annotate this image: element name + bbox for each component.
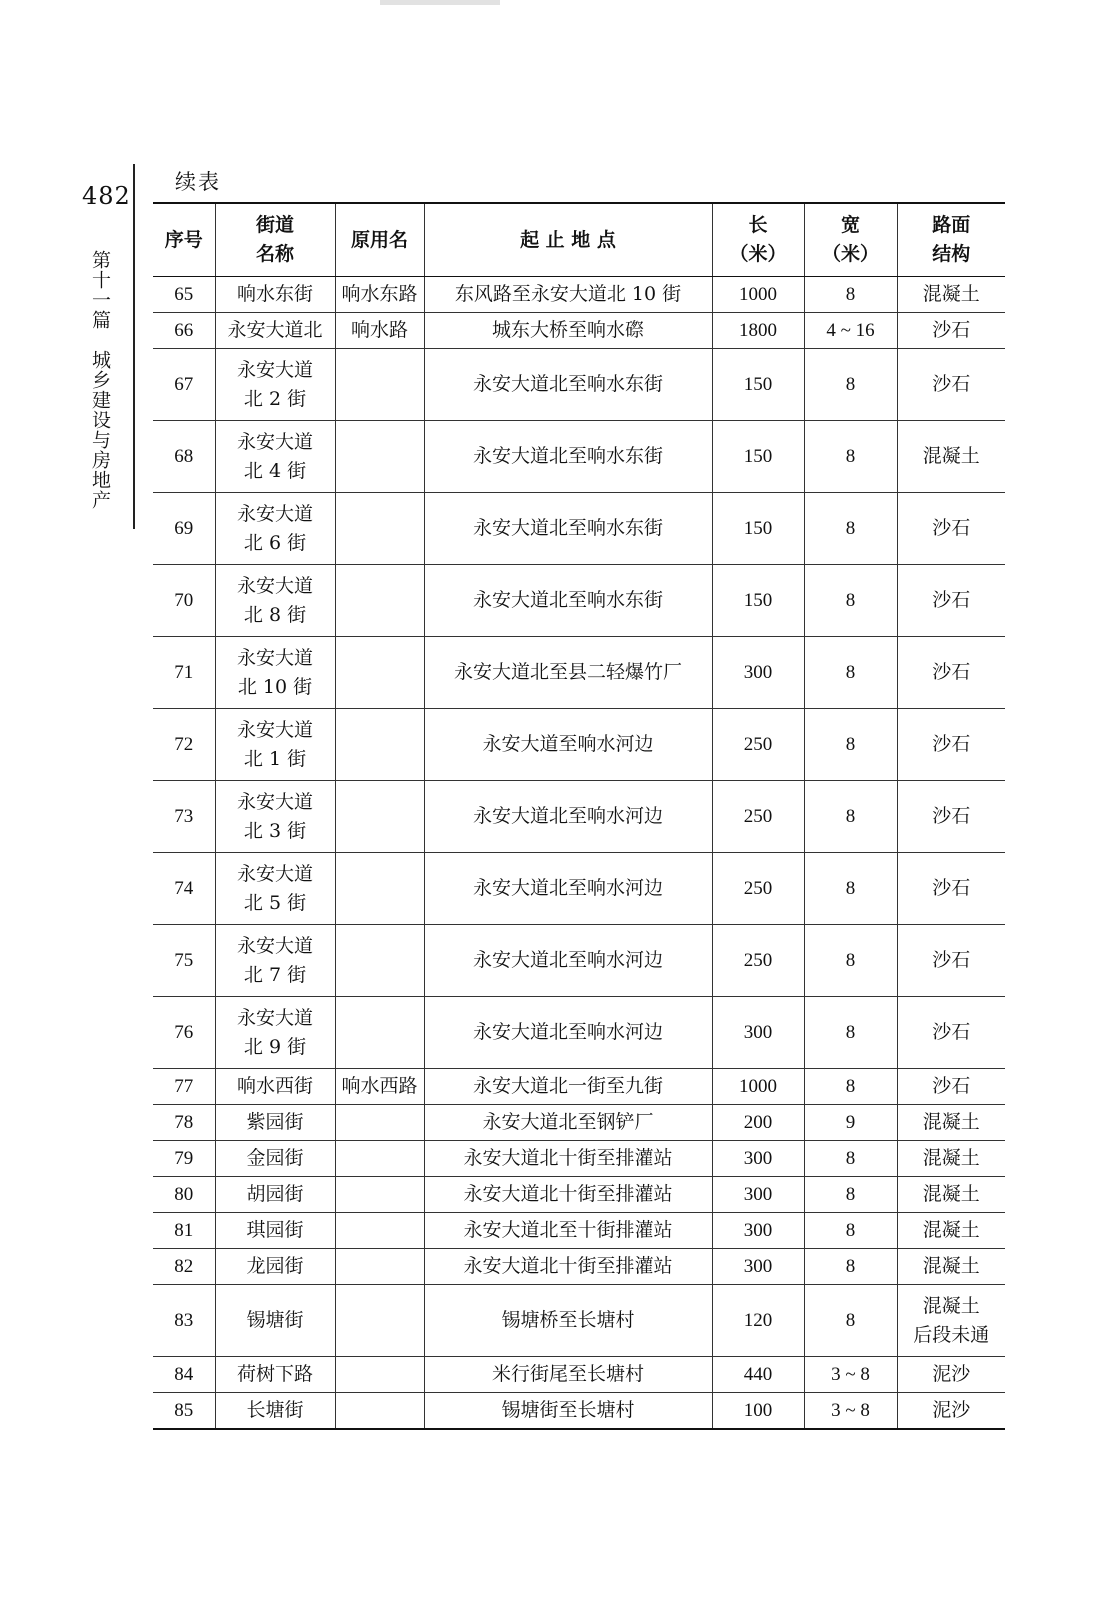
cell-route: 永安大道北至响水河边 — [424, 853, 712, 925]
cell-name — [215, 1069, 335, 1105]
cell-name — [215, 1285, 335, 1357]
cell-name-line: 永安大道 — [236, 862, 313, 885]
cell-name — [215, 565, 335, 637]
cell-old-name — [335, 709, 424, 781]
cell-surface-line: 混凝土 — [922, 1219, 980, 1241]
cell-width: 8 — [804, 277, 897, 313]
cell-surface-line: 沙石 — [932, 373, 971, 395]
cell-length: 440 — [712, 1357, 804, 1393]
cell-name-line: 北 3 街 — [243, 819, 307, 842]
cell-name-line: 北 10 街 — [237, 675, 313, 698]
cell-surface-line: 沙石 — [932, 1021, 971, 1043]
cell-name-line: 北 4 街 — [243, 459, 307, 482]
cell-no: 83 — [153, 1285, 215, 1357]
cell-surface — [897, 781, 1005, 853]
cell-surface — [897, 421, 1005, 493]
cell-width: 8 — [804, 781, 897, 853]
cell-name-line: 永安大道 — [236, 502, 313, 525]
table-caption: 续表 — [175, 170, 221, 194]
cell-surface — [897, 853, 1005, 925]
cell-length: 150 — [712, 421, 804, 493]
cell-old-name — [335, 781, 424, 853]
header-length-line2: （米） — [729, 243, 787, 265]
cell-route: 永安大道北至响水河边 — [424, 925, 712, 997]
cell-name-line: 永安大道 — [236, 574, 313, 597]
cell-no: 77 — [153, 1069, 215, 1105]
cell-route: 城东大桥至响水磜 — [424, 313, 712, 349]
cell-width: 3 ~ 8 — [804, 1357, 897, 1393]
cell-width: 8 — [804, 349, 897, 421]
cell-length: 1000 — [712, 1069, 804, 1105]
cell-name-line: 琪园街 — [246, 1219, 304, 1241]
scan-smudge — [380, 0, 500, 5]
table-row — [153, 1393, 1005, 1430]
cell-width: 8 — [804, 853, 897, 925]
cell-no: 76 — [153, 997, 215, 1069]
table-row — [153, 781, 1005, 853]
cell-width: 8 — [804, 1177, 897, 1213]
cell-surface-line: 沙石 — [932, 949, 971, 971]
cell-surface-line: 沙石 — [932, 733, 971, 755]
cell-no: 69 — [153, 493, 215, 565]
cell-surface — [897, 277, 1005, 313]
cell-name — [215, 637, 335, 709]
cell-name — [215, 1177, 335, 1213]
cell-surface — [897, 313, 1005, 349]
cell-name-line: 永安大道北 — [227, 319, 323, 341]
cell-name-line: 永安大道 — [236, 646, 313, 669]
cell-old-name — [335, 1141, 424, 1177]
cell-name-line: 永安大道 — [236, 1006, 313, 1029]
cell-no: 75 — [153, 925, 215, 997]
cell-width: 8 — [804, 1249, 897, 1285]
table-row — [153, 493, 1005, 565]
table-row — [153, 1177, 1005, 1213]
cell-route: 永安大道北至县二轻爆竹厂 — [424, 637, 712, 709]
cell-old-name — [335, 1213, 424, 1249]
cell-route: 永安大道北十街至排灌站 — [424, 1249, 712, 1285]
cell-old-name — [335, 1393, 424, 1430]
cell-length: 300 — [712, 1249, 804, 1285]
cell-surface — [897, 997, 1005, 1069]
cell-name — [215, 997, 335, 1069]
header-name — [215, 203, 335, 277]
cell-name-line: 北 2 街 — [243, 387, 307, 410]
cell-surface — [897, 1249, 1005, 1285]
table-row — [153, 709, 1005, 781]
cell-no: 66 — [153, 313, 215, 349]
cell-old-name — [335, 565, 424, 637]
header-route-text: 起 止 地 点 — [520, 228, 616, 251]
cell-name-line: 响水西街 — [236, 1075, 313, 1097]
cell-surface — [897, 565, 1005, 637]
cell-route: 永安大道北至响水河边 — [424, 997, 712, 1069]
table-row — [153, 853, 1005, 925]
cell-length: 150 — [712, 349, 804, 421]
table-row — [153, 421, 1005, 493]
cell-old-name — [335, 1285, 424, 1357]
header-old-name — [335, 203, 424, 277]
cell-surface — [897, 1213, 1005, 1249]
cell-name-line: 永安大道 — [236, 430, 313, 453]
cell-length: 200 — [712, 1105, 804, 1141]
header-width-line2: （米） — [821, 243, 879, 265]
cell-no: 67 — [153, 349, 215, 421]
table-row — [153, 1141, 1005, 1177]
cell-old-name — [335, 853, 424, 925]
header-route — [424, 203, 712, 277]
cell-route: 永安大道北至响水东街 — [424, 421, 712, 493]
cell-width: 8 — [804, 997, 897, 1069]
cell-name-line: 北 6 街 — [243, 531, 307, 554]
cell-route: 永安大道至响水河边 — [424, 709, 712, 781]
cell-name-line: 北 5 街 — [243, 891, 307, 914]
cell-name-line: 紫园街 — [246, 1111, 304, 1133]
cell-name — [215, 781, 335, 853]
cell-name — [215, 421, 335, 493]
cell-name — [215, 349, 335, 421]
cell-width: 3 ~ 8 — [804, 1393, 897, 1430]
streets-table-container — [153, 202, 1005, 1430]
cell-length: 300 — [712, 1213, 804, 1249]
cell-length: 1000 — [712, 277, 804, 313]
cell-route: 锡塘桥至长塘村 — [424, 1285, 712, 1357]
cell-route: 永安大道北十街至排灌站 — [424, 1177, 712, 1213]
cell-route: 永安大道北至响水东街 — [424, 349, 712, 421]
header-name-line1: 街道 — [255, 214, 294, 236]
cell-surface-line: 混凝土 — [922, 283, 980, 305]
cell-name-line: 龙园街 — [246, 1255, 304, 1277]
cell-surface-line: 沙石 — [932, 589, 971, 611]
cell-surface-line: 沙石 — [932, 319, 971, 341]
cell-surface-line: 泥沙 — [932, 1363, 971, 1385]
header-row — [153, 203, 1005, 277]
cell-route: 锡塘街至长塘村 — [424, 1393, 712, 1430]
table-row — [153, 1285, 1005, 1357]
cell-width: 8 — [804, 565, 897, 637]
cell-no: 80 — [153, 1177, 215, 1213]
cell-route: 东风路至永安大道北 10 街 — [424, 277, 712, 313]
cell-surface-line: 沙石 — [932, 877, 971, 899]
header-surface — [897, 203, 1005, 277]
table-row — [153, 1249, 1005, 1285]
cell-route: 永安大道北至十街排灌站 — [424, 1213, 712, 1249]
table-row — [153, 925, 1005, 997]
cell-old-name: 响水路 — [335, 313, 424, 349]
cell-no: 65 — [153, 277, 215, 313]
cell-surface — [897, 1177, 1005, 1213]
cell-no: 84 — [153, 1357, 215, 1393]
cell-name-line: 永安大道 — [236, 790, 313, 813]
cell-old-name — [335, 1105, 424, 1141]
cell-surface-line: 混凝土 — [922, 1294, 980, 1317]
cell-old-name — [335, 349, 424, 421]
cell-length: 100 — [712, 1393, 804, 1430]
cell-width: 8 — [804, 1141, 897, 1177]
cell-old-name: 响水东路 — [335, 277, 424, 313]
cell-name-line: 长塘街 — [246, 1399, 304, 1421]
cell-no: 78 — [153, 1105, 215, 1141]
header-no-text: 序号 — [164, 228, 203, 251]
cell-surface — [897, 709, 1005, 781]
table-row — [153, 277, 1005, 313]
header-no — [153, 203, 215, 277]
cell-width: 8 — [804, 709, 897, 781]
cell-width: 8 — [804, 493, 897, 565]
cell-no: 85 — [153, 1393, 215, 1430]
header-width — [804, 203, 897, 277]
cell-name-line: 北 1 街 — [243, 747, 307, 770]
cell-no: 71 — [153, 637, 215, 709]
cell-no: 68 — [153, 421, 215, 493]
cell-name-line: 响水东街 — [236, 283, 313, 305]
cell-surface — [897, 1285, 1005, 1357]
cell-name — [215, 1357, 335, 1393]
cell-name — [215, 313, 335, 349]
cell-no: 74 — [153, 853, 215, 925]
table-row — [153, 997, 1005, 1069]
cell-length: 150 — [712, 565, 804, 637]
cell-old-name — [335, 1357, 424, 1393]
cell-name-line: 永安大道 — [236, 934, 313, 957]
table-body — [153, 277, 1005, 1430]
streets-table — [153, 202, 1005, 1430]
cell-name — [215, 709, 335, 781]
table-row — [153, 1069, 1005, 1105]
cell-name-line: 胡园街 — [246, 1183, 304, 1205]
cell-name — [215, 853, 335, 925]
cell-width: 8 — [804, 421, 897, 493]
cell-surface — [897, 1141, 1005, 1177]
header-name-line2: 名称 — [255, 243, 294, 265]
cell-route: 米行街尾至长塘村 — [424, 1357, 712, 1393]
cell-no: 72 — [153, 709, 215, 781]
cell-name-line: 永安大道 — [236, 358, 313, 381]
cell-width: 8 — [804, 1213, 897, 1249]
cell-width: 8 — [804, 637, 897, 709]
table-row — [153, 1357, 1005, 1393]
cell-old-name — [335, 925, 424, 997]
cell-surface-line: 沙石 — [932, 805, 971, 827]
table-row — [153, 565, 1005, 637]
table-row — [153, 1105, 1005, 1141]
cell-no: 82 — [153, 1249, 215, 1285]
cell-old-name — [335, 1177, 424, 1213]
cell-route: 永安大道北至响水东街 — [424, 565, 712, 637]
cell-route: 永安大道北至响水河边 — [424, 781, 712, 853]
header-width-line1: 宽 — [840, 214, 860, 236]
cell-name — [215, 493, 335, 565]
cell-name-line: 锡塘街 — [246, 1309, 304, 1331]
cell-name — [215, 1249, 335, 1285]
cell-route: 永安大道北至钢铲厂 — [424, 1105, 712, 1141]
cell-surface-line: 混凝土 — [922, 1255, 980, 1277]
cell-surface-line: 后段未通 — [913, 1323, 990, 1346]
cell-length: 150 — [712, 493, 804, 565]
cell-no: 81 — [153, 1213, 215, 1249]
cell-width: 4 ~ 16 — [804, 313, 897, 349]
cell-surface — [897, 1069, 1005, 1105]
cell-surface — [897, 493, 1005, 565]
cell-old-name — [335, 493, 424, 565]
cell-length: 250 — [712, 853, 804, 925]
cell-no: 70 — [153, 565, 215, 637]
header-surface-line1: 路面 — [932, 214, 971, 236]
cell-name-line: 永安大道 — [236, 718, 313, 741]
cell-length: 250 — [712, 925, 804, 997]
cell-name-line: 北 8 街 — [243, 603, 307, 626]
cell-no: 79 — [153, 1141, 215, 1177]
cell-length: 1800 — [712, 313, 804, 349]
cell-surface — [897, 1393, 1005, 1430]
cell-surface-line: 混凝土 — [922, 1147, 980, 1169]
table-row — [153, 313, 1005, 349]
cell-surface-line: 混凝土 — [922, 445, 980, 467]
chapter-running-head: 第十一篇 城乡建设与房地产 — [89, 250, 111, 510]
cell-name — [215, 1393, 335, 1430]
cell-route: 永安大道北十街至排灌站 — [424, 1141, 712, 1177]
cell-width: 9 — [804, 1105, 897, 1141]
cell-surface-line: 沙石 — [932, 661, 971, 683]
cell-name-line: 金园街 — [246, 1147, 304, 1169]
cell-length: 300 — [712, 1177, 804, 1213]
cell-name — [215, 277, 335, 313]
margin-rule — [133, 164, 135, 529]
cell-length: 120 — [712, 1285, 804, 1357]
table-row — [153, 637, 1005, 709]
cell-old-name — [335, 1249, 424, 1285]
header-old-name-text: 原用名 — [350, 228, 408, 251]
cell-old-name — [335, 997, 424, 1069]
cell-surface-line: 沙石 — [932, 1075, 971, 1097]
table-row — [153, 1213, 1005, 1249]
cell-route: 永安大道北至响水东街 — [424, 493, 712, 565]
table-row — [153, 349, 1005, 421]
cell-name-line: 荷树下路 — [236, 1363, 313, 1385]
cell-surface — [897, 1105, 1005, 1141]
cell-length: 250 — [712, 781, 804, 853]
cell-width: 8 — [804, 1069, 897, 1105]
cell-no: 73 — [153, 781, 215, 853]
cell-route: 永安大道北一街至九街 — [424, 1069, 712, 1105]
cell-width: 8 — [804, 1285, 897, 1357]
cell-name-line: 北 7 街 — [243, 963, 307, 986]
cell-length: 250 — [712, 709, 804, 781]
cell-surface-line: 泥沙 — [932, 1399, 971, 1421]
cell-surface — [897, 349, 1005, 421]
cell-surface-line: 混凝土 — [922, 1111, 980, 1133]
header-length — [712, 203, 804, 277]
header-surface-line2: 结构 — [932, 243, 971, 265]
cell-length: 300 — [712, 1141, 804, 1177]
cell-surface — [897, 637, 1005, 709]
cell-width: 8 — [804, 925, 897, 997]
header-length-line1: 长 — [748, 214, 768, 236]
cell-length: 300 — [712, 637, 804, 709]
cell-surface — [897, 925, 1005, 997]
cell-old-name — [335, 637, 424, 709]
cell-name-line: 北 9 街 — [243, 1035, 307, 1058]
cell-length: 300 — [712, 997, 804, 1069]
cell-old-name — [335, 421, 424, 493]
page-number: 482 — [82, 182, 131, 210]
cell-name — [215, 1213, 335, 1249]
cell-surface-line: 沙石 — [932, 517, 971, 539]
cell-name — [215, 1141, 335, 1177]
cell-name — [215, 925, 335, 997]
cell-surface — [897, 1357, 1005, 1393]
cell-name — [215, 1105, 335, 1141]
cell-old-name: 响水西路 — [335, 1069, 424, 1105]
cell-surface-line: 混凝土 — [922, 1183, 980, 1205]
